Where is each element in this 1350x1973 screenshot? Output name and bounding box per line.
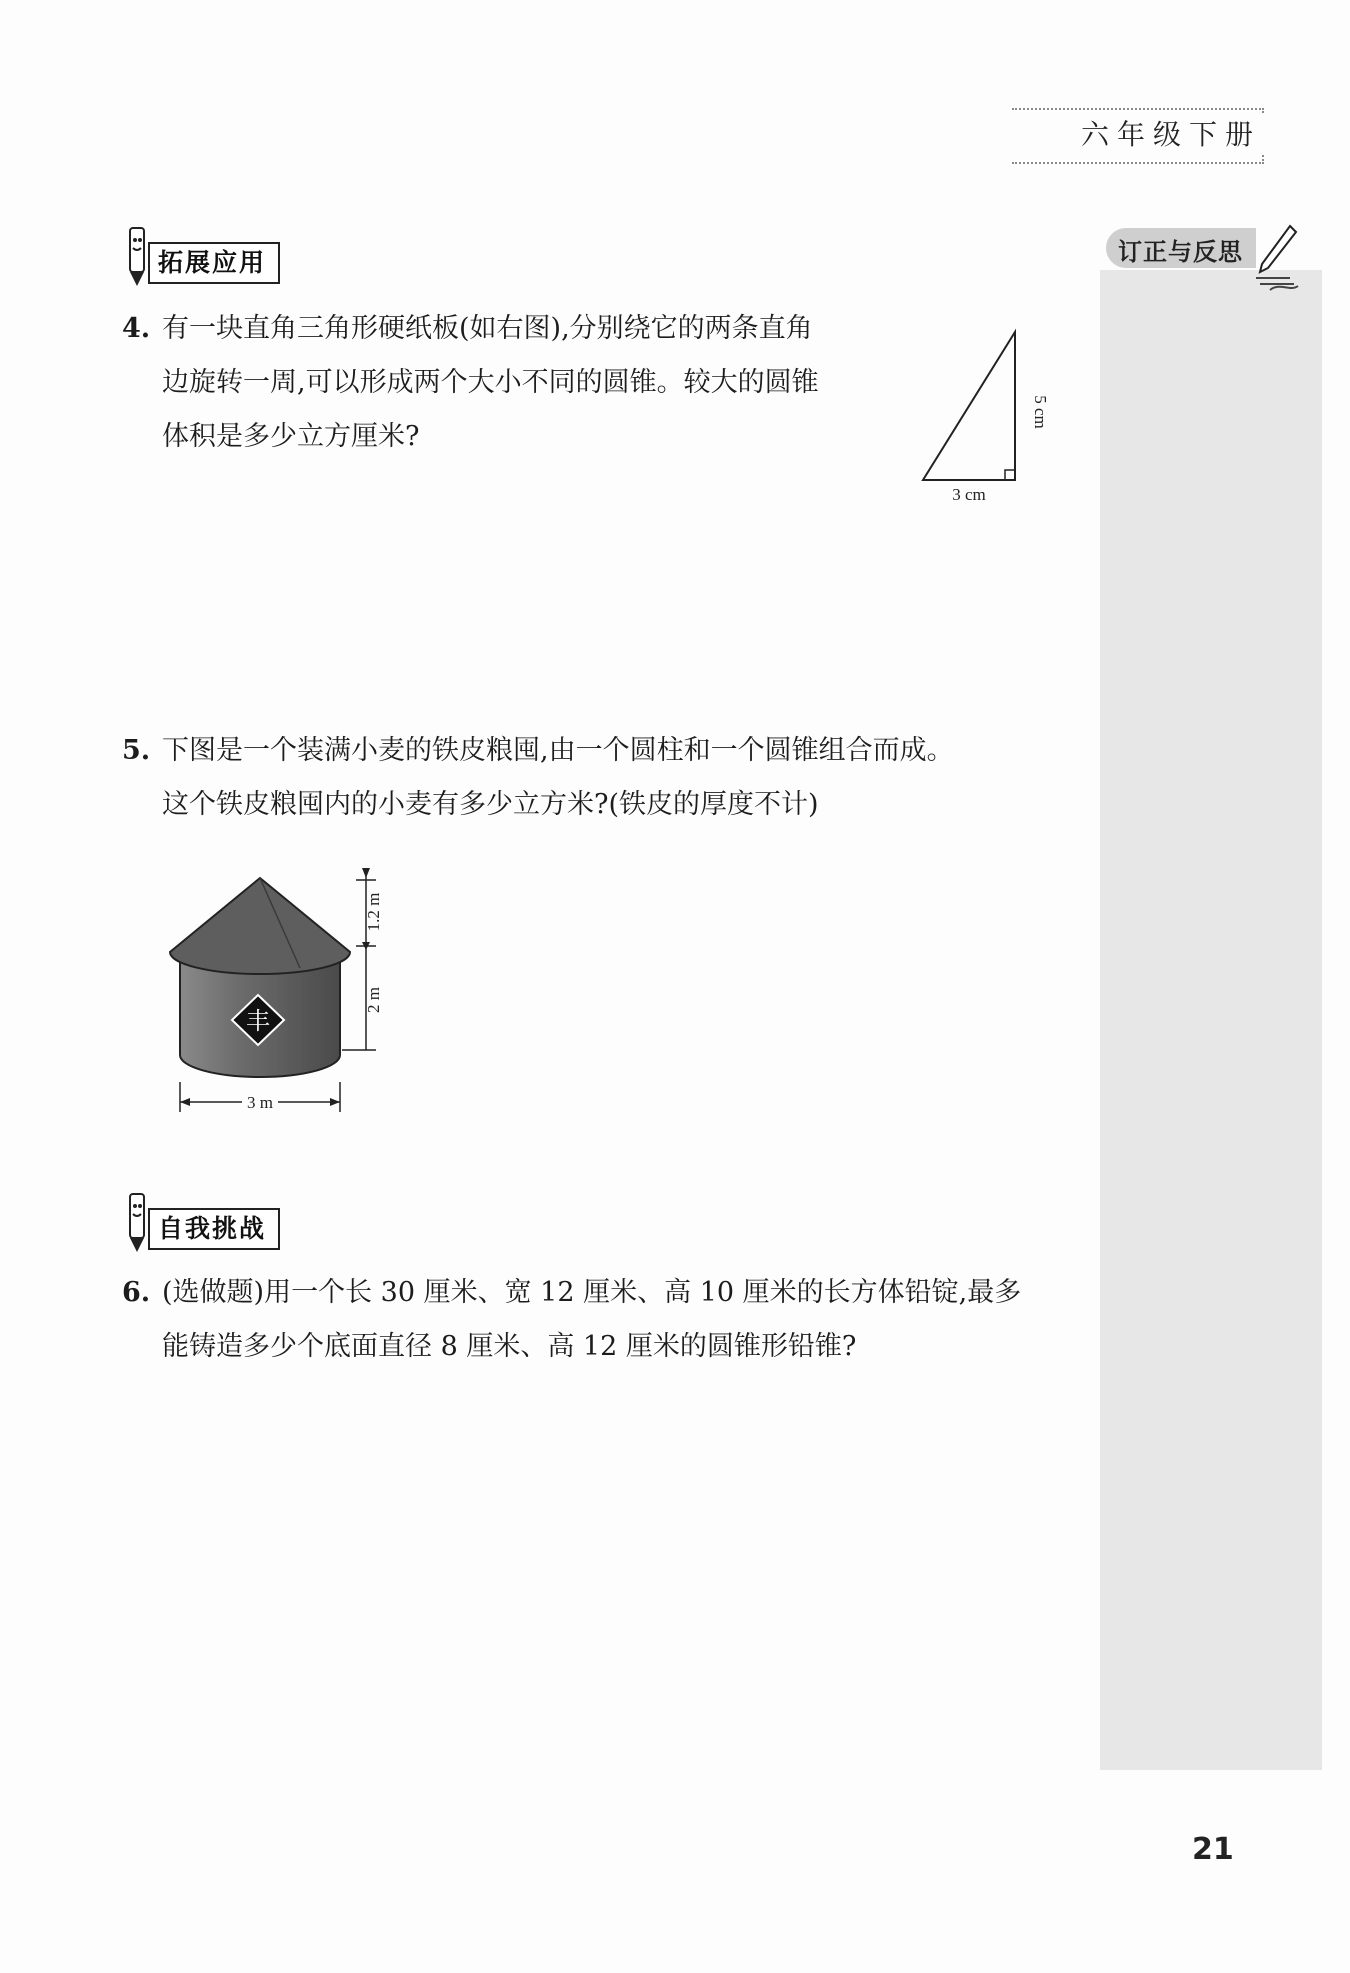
question-text-line: (选做题)用一个长 30 厘米、宽 12 厘米、高 10 厘米的长方体铅锭,最多 (162, 1277, 1022, 1308)
question-text-line: 边旋转一周,可以形成两个大小不同的圆锥。较大的圆锥 (162, 367, 819, 398)
triangle-height-label: 5 cm (1031, 395, 1050, 429)
section-title-extend: 拓展应用 (148, 242, 280, 284)
triangle-figure (905, 320, 1055, 510)
question-number: 6. (122, 1277, 151, 1308)
granary-emblem: 丰 (246, 1009, 270, 1035)
diameter-label: 3 m (247, 1093, 273, 1112)
question-5 (122, 724, 1082, 832)
question-text-line: 下图是一个装满小麦的铁皮粮囤,由一个圆柱和一个圆锥组合而成。 (162, 735, 954, 766)
question-number: 4. (122, 313, 151, 344)
grade-label: 六年级下册 (1075, 113, 1267, 153)
question-text-line: 体积是多少立方厘米? (162, 421, 420, 452)
question-text-line: 能铸造多少个底面直径 8 厘米、高 12 厘米的圆锥形铅锥? (162, 1331, 857, 1362)
correction-margin (1100, 270, 1322, 1770)
granary-figure (160, 850, 400, 1125)
cylinder-height-label: 2 m (364, 987, 383, 1013)
triangle-base-label: 3 cm (952, 485, 986, 504)
margin-label: 订正与反思 (1118, 238, 1243, 266)
cone-height-label: 1.2 m (364, 892, 383, 932)
question-text-line: 这个铁皮粮囤内的小麦有多少立方米?(铁皮的厚度不计) (162, 789, 819, 820)
question-6 (122, 1266, 1082, 1374)
mascot-pencil-icon (124, 224, 150, 290)
mascot-pencil-icon (124, 1190, 150, 1256)
question-number: 5. (122, 735, 151, 766)
page-number: 21 (1192, 1832, 1234, 1867)
question-4 (122, 302, 922, 464)
margin-pencil-icon (1250, 222, 1300, 292)
section-title-challenge: 自我挑战 (148, 1208, 280, 1250)
question-text-line: 有一块直角三角形硬纸板(如右图),分别绕它的两条直角 (162, 313, 813, 344)
